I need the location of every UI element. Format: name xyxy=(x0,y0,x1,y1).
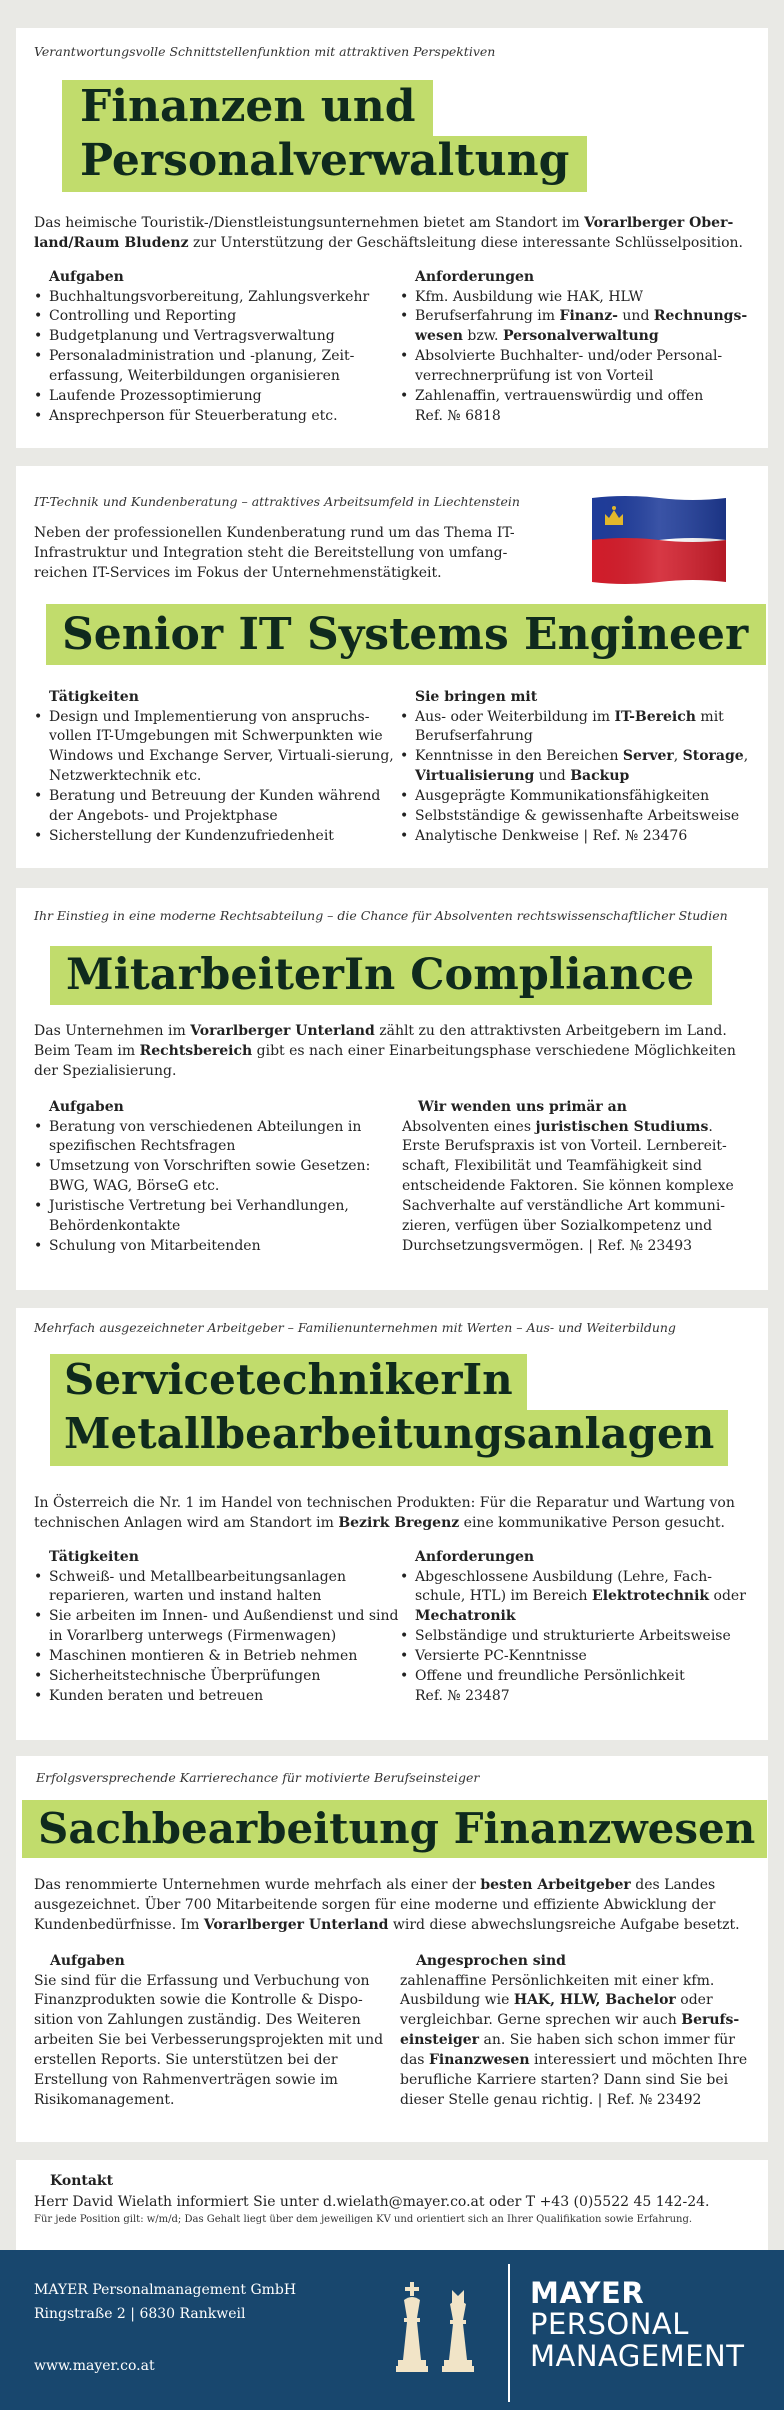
intro-text: Das Unternehmen im xyxy=(34,1023,191,1039)
text-bold: Personalverwaltung xyxy=(502,328,659,345)
intro-text: zur Unterstützung der Geschäftsleitung diese interessante Schlüsselposition. xyxy=(188,234,744,251)
job-ad-finanzen xyxy=(16,28,768,448)
requirement-text xyxy=(400,1972,750,2111)
column-heading: Aufgaben xyxy=(50,1953,125,1969)
contact-section xyxy=(16,2160,768,2250)
list-item: • Kunden beraten und betreuen xyxy=(34,1687,404,1707)
requirement-list xyxy=(400,288,750,427)
text: oder xyxy=(709,1588,746,1605)
intro-text: Das heimische Touristik-/Dienstleistungsunternehmen bietet am Standort im xyxy=(34,215,585,231)
column-heading: Anforderungen xyxy=(415,1549,535,1565)
contact-note: Für jede Position gilt: w/m/d; Das Gehalt liegt über dem jeweiligen KV und orientiert sich an Ihrer Qualifikation sowie Erfahrung. xyxy=(34,2213,693,2225)
text: bzw. xyxy=(462,328,503,345)
requirement-text xyxy=(402,1118,752,1257)
text-bold: juristischen Studiums xyxy=(535,1118,709,1135)
job-title xyxy=(50,1354,728,1466)
job-tagline: Verantwortungsvolle Schnittstellenfunktion mit attraktiven Perspektiven xyxy=(34,44,496,59)
list-item: • Umsetzung von Vorschriften sowie Gesetzen: BWG, WAG, BörseG etc. xyxy=(34,1157,404,1197)
intro-text-bold: besten Arbeitgeber xyxy=(480,1877,631,1893)
text-bold: Mechatronik xyxy=(415,1608,516,1625)
reference-number: Ref. № 23487 xyxy=(415,1687,510,1704)
job-right-column xyxy=(400,1952,750,2111)
list-item xyxy=(400,307,750,347)
column-heading: Angesprochen sind xyxy=(416,1953,566,1969)
intro-location: Vorarlberger Ober-land/Raum Bludenz xyxy=(34,215,734,251)
list-item: • Offene und freundliche Persönlichkeit xyxy=(400,1667,750,1687)
list-item: • Beratung von verschiedenen Abteilungen in spezifischen Rechtsfragen xyxy=(34,1118,404,1158)
liechtenstein-flag-icon xyxy=(590,494,728,584)
text: Abgeschlossene Ausbildung (Lehre, Fach-schule, HTL) im Bereich xyxy=(415,1568,712,1605)
job-right-column xyxy=(400,688,750,847)
company-website[interactable]: www.mayer.co.at xyxy=(34,2358,155,2374)
requirement-list xyxy=(400,1568,750,1707)
column-heading: Sie bringen mit xyxy=(415,689,538,705)
task-list xyxy=(34,1568,404,1707)
text-bold: Virtualisierung xyxy=(415,768,535,785)
list-item: • Design und Implementierung von anspruchs-vollen IT-Umgebungen mit Schwerpunkten wie Windows und Exchange Server, Virtuali-sierung, Netzwerktechnik etc. xyxy=(34,708,404,788)
text: zahlenaffine Persönlichkeiten mit einer kfm. Ausbildung wie xyxy=(400,1972,715,2009)
job-tagline: Erfolgsversprechende Karrierechance für motivierte Berufseinsteiger xyxy=(36,1770,480,1785)
task-list xyxy=(34,288,384,427)
job-title: Sachbearbeitung Finanzwesen xyxy=(22,1800,767,1858)
text: interessiert und möchten Ihre berufliche Karriere starten? Dann sind Sie bei dieser Stelle genau richtig. | Ref. № 23492 xyxy=(400,2052,748,2108)
column-heading: Anforderungen xyxy=(415,269,535,285)
text-bold: IT-Bereich xyxy=(614,708,696,725)
list-item: • Sicherheitstechnische Überprüfungen xyxy=(34,1667,404,1687)
job-title: MitarbeiterIn Compliance xyxy=(50,946,712,1005)
job-ad-sachbearbeitung xyxy=(16,1756,768,2142)
list-item: • Zahlenaffin, vertrauenswürdig und offen xyxy=(400,387,750,407)
list-item: • Ausgeprägte Kommunikationsfähigkeiten xyxy=(400,787,750,807)
job-left-column xyxy=(34,1952,394,2111)
job-left-column xyxy=(34,1548,404,1707)
intro-text: eine kommunikative Person gesucht. xyxy=(459,1514,725,1531)
text-bold: Storage xyxy=(682,748,744,765)
requirement-list xyxy=(400,708,750,847)
chess-pieces-icon xyxy=(388,2274,498,2384)
text: Berufserfahrung im xyxy=(415,308,560,325)
job-right-column xyxy=(402,1098,752,1257)
list-item: • Sie arbeiten im Innen- und Außendienst und sind in Vorarlberg unterwegs (Firmenwagen) xyxy=(34,1607,404,1647)
list-item: • Absolvierte Buchhalter- und/oder Personal-verrechnerprüfung ist von Vorteil xyxy=(400,347,750,387)
text: und xyxy=(617,308,654,325)
list-item: • Controlling und Reporting xyxy=(34,307,384,327)
intro-text: Das renommierte Unternehmen wurde mehrfach als einer der xyxy=(34,1877,481,1893)
list-item xyxy=(400,708,750,748)
intro-text: In Österreich die Nr. 1 im Handel von technischen Produkten: Für die Reparatur und Wartung von technischen Anlagen wird am Standort im xyxy=(34,1495,735,1531)
list-item: • Juristische Vertretung bei Verhandlungen, Behördenkontakte xyxy=(34,1197,404,1237)
text: und xyxy=(534,768,571,785)
list-item: • Ansprechperson für Steuerberatung etc. xyxy=(34,407,384,427)
job-ad-compliance xyxy=(16,888,768,1290)
text-bold: Finanzwesen xyxy=(428,2052,530,2069)
job-ad-servicetechniker xyxy=(16,1308,768,1740)
list-item: • Maschinen montieren & in Betrieb nehmen xyxy=(34,1647,404,1667)
job-right-column xyxy=(400,268,750,427)
job-tagline: IT-Technik und Kundenberatung – attraktives Arbeitsumfeld in Liechtenstein xyxy=(34,494,520,509)
list-item: • Budgetplanung und Vertragsverwaltung xyxy=(34,327,384,347)
text-bold: HAK, HLW, Bachelor xyxy=(513,1992,676,2009)
text-bold: Rechnungs-wesen xyxy=(415,308,748,345)
list-item xyxy=(400,1568,750,1628)
contact-text[interactable]: Herr David Wielath informiert Sie unter d.wielath@mayer.co.at oder T +43 (0)5522 45 142-24. xyxy=(34,2193,710,2210)
job-intro xyxy=(34,1876,750,1936)
column-heading: Aufgaben xyxy=(49,269,124,285)
job-intro: Neben der professionellen Kundenberatung rund um das Thema IT-Infrastruktur und Integration steht die Bereitstellung von umfang-reichen IT-Services im Fokus der Unternehmenstätigkeit. xyxy=(34,525,515,581)
job-title-line: Metallbearbeitungsanlagen xyxy=(50,1410,728,1466)
list-item: • Schulung von Mitarbeitenden xyxy=(34,1237,404,1257)
text: . Erste Berufspraxis ist von Vorteil. Lernbereit-schaft, Flexibilität und Teamfähigkeit sind entscheidende Faktoren. Sie können komplexe Sachverhalte auf verständliche Art kommuni-zieren, verfügen über Sozialkompetenz und Durchsetzungsvermögen. | Ref. № 23493 xyxy=(402,1118,734,1254)
intro-location: Vorarlberger Unterland xyxy=(190,1023,375,1039)
text-bold: Server xyxy=(622,748,674,765)
company-address: Ringstraße 2 | 6830 Rankweil xyxy=(34,2306,246,2322)
column-heading: Aufgaben xyxy=(49,1099,124,1115)
text: , xyxy=(743,748,749,765)
text: an. Sie haben sich schon immer für das xyxy=(400,2032,735,2069)
job-title-line: ServicetechnikerIn xyxy=(50,1354,527,1410)
list-item: • Buchhaltungsvorbereitung, Zahlungsverkehr xyxy=(34,288,384,308)
text-bold: Elektrotechnik xyxy=(592,1588,710,1605)
brand-line: PERSONAL xyxy=(530,2307,689,2342)
intro-location: Vorarlberger Unterland xyxy=(203,1916,389,1933)
text: oder vergleichbar. Gerne sprechen wir auch xyxy=(400,1992,713,2029)
column-heading: Tätigkeiten xyxy=(49,1549,139,1565)
contact-heading: Kontakt xyxy=(50,2173,114,2189)
job-right-column xyxy=(400,1548,750,1707)
intro-text: gibt es nach einer Einarbeitungsphase verschiedene Möglichkeiten der Spezialisierung. xyxy=(34,1042,736,1079)
job-title: Senior IT Systems Engineer xyxy=(46,604,766,665)
text: mit Berufserfahrung xyxy=(415,708,724,745)
job-intro xyxy=(34,1494,750,1534)
list-item: • Schweiß- und Metallbearbeitungsanlagen reparieren, warten und instand halten xyxy=(34,1568,404,1608)
intro-text: wird diese abwechslungsreiche Aufgabe besetzt. xyxy=(388,1916,740,1933)
brand-logo xyxy=(530,2278,744,2372)
intro-text: zählt zu den attraktivsten Arbeitgebern im Land. Beim Team im xyxy=(34,1023,727,1059)
brand-line: MANAGEMENT xyxy=(530,2338,745,2373)
footer xyxy=(0,2250,784,2410)
job-left-column xyxy=(34,268,384,427)
reference-number: Ref. № 6818 xyxy=(415,407,501,424)
brand-line: MAYER xyxy=(530,2276,645,2310)
job-ad-it-engineer xyxy=(16,466,768,868)
list-item: • Kfm. Ausbildung wie HAK, HLW xyxy=(400,288,750,308)
intro-location: Bezirk Bregenz xyxy=(338,1514,460,1531)
job-left-column xyxy=(34,1098,404,1257)
text: Kenntnisse in den Bereichen xyxy=(415,748,623,765)
intro-text-bold: Rechtsbereich xyxy=(139,1042,253,1059)
job-title xyxy=(62,80,587,192)
text: , xyxy=(673,748,683,765)
job-title-line: Personalverwaltung xyxy=(62,136,587,192)
list-item: • Beratung und Betreuung der Kunden während der Angebots- und Projektphase xyxy=(34,787,404,827)
text: Aus- oder Weiterbildung im xyxy=(415,708,615,725)
footer-divider xyxy=(508,2264,510,2402)
job-left-column xyxy=(34,688,404,847)
text: Absolventen eines xyxy=(402,1118,536,1135)
text-bold: Finanz- xyxy=(559,308,618,325)
task-list xyxy=(34,708,404,847)
text-bold: Backup xyxy=(570,768,630,785)
list-item: • Analytische Denkweise | Ref. № 23476 xyxy=(400,827,750,847)
list-item xyxy=(400,747,750,787)
column-heading: Tätigkeiten xyxy=(49,689,139,705)
task-text: Sie sind für die Erfassung und Verbuchung von Finanzprodukten sowie die Kontrolle & Dispo-sition von Zahlungen zuständig. Des Weiteren arbeiten Sie bei Verbesserungsprojekten mit und erstellen Reports. Sie unterstützen bei der Erstellung von Rahmenverträgen sowie im Risikomanagement. xyxy=(34,1972,384,2108)
job-tagline: Ihr Einstieg in eine moderne Rechtsabteilung – die Chance für Absolventen rechtswissenschaftlicher Studien xyxy=(34,908,728,923)
column-heading: Wir wenden uns primär an xyxy=(418,1099,627,1115)
job-title-line: Finanzen und xyxy=(62,80,433,136)
list-item: • Selbstständige & gewissenhafte Arbeitsweise xyxy=(400,807,750,827)
list-item: • Selbständige und strukturierte Arbeitsweise xyxy=(400,1627,750,1647)
job-intro xyxy=(34,214,750,254)
list-item: • Versierte PC-Kenntnisse xyxy=(400,1647,750,1667)
list-item: • Personaladministration und -planung, Zeit-erfassung, Weiterbildungen organisieren xyxy=(34,347,384,387)
task-list xyxy=(34,1118,404,1257)
job-intro xyxy=(34,1022,750,1082)
list-item: • Laufende Prozessoptimierung xyxy=(34,387,384,407)
intro-text: des Landes ausgezeichnet. Über 700 Mitarbeitende sorgen für eine moderne und effiziente Abwicklung der Kundenbedürfnisse. Im xyxy=(34,1877,716,1933)
list-item: • Sicherstellung der Kundenzufriedenheit xyxy=(34,827,404,847)
text-bold: Berufs-einsteiger xyxy=(400,2012,740,2049)
company-name: MAYER Personalmanagement GmbH xyxy=(34,2282,297,2298)
job-tagline: Mehrfach ausgezeichneter Arbeitgeber – Familienunternehmen mit Werten – Aus- und Weiterbildung xyxy=(34,1320,676,1335)
